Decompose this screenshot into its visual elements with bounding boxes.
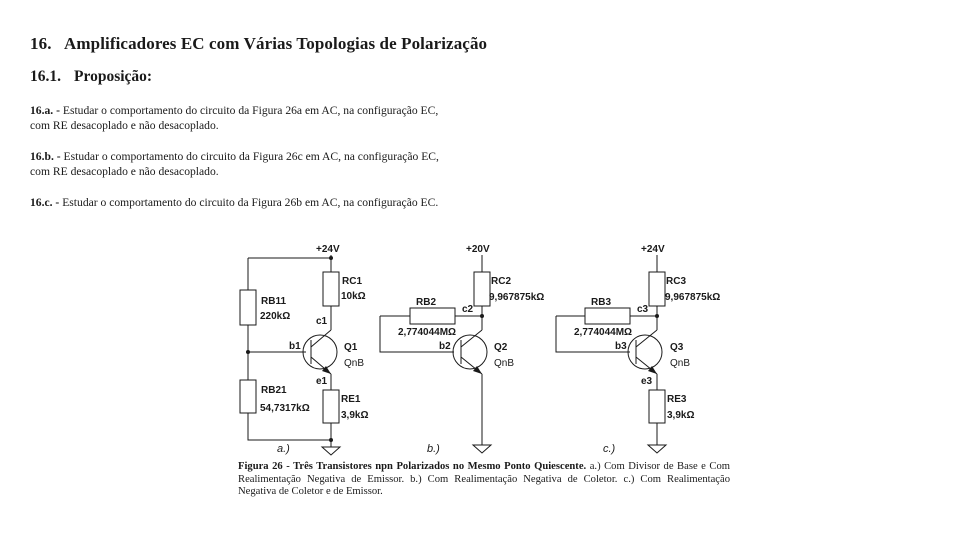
subsection-number: 16.1. [30, 68, 61, 85]
item-label: 16.a. - [30, 104, 60, 117]
item-label: 16.c. - [30, 196, 60, 209]
item-text: Estudar o comportamento do circuito da Figura 26a em AC, na configuração EC, [62, 104, 439, 117]
supply-label-a: +24V [316, 244, 340, 255]
rb-value-b: 2,774044MΩ [398, 327, 457, 338]
rc-label-c: RC3 [666, 276, 687, 287]
re-value-c: 3,9kΩ [667, 410, 695, 421]
supply-label-b: +20V [466, 244, 490, 255]
subfigure-tag-c: c.) [603, 443, 616, 455]
rb2-value-a: 54,7317kΩ [260, 403, 310, 414]
subfigure-tag-a: a.) [277, 443, 290, 455]
rc-value-c: 9,967875kΩ [665, 292, 721, 303]
rc-value-a: 10kΩ [341, 291, 366, 302]
collector-label-b: c2 [462, 304, 474, 315]
emitter-label-c: e3 [641, 376, 653, 387]
rb-value-c: 2,774044MΩ [574, 327, 633, 338]
re-label-c: RE3 [667, 394, 687, 405]
re-value-a: 3,9kΩ [341, 410, 369, 421]
subsection-title: Proposição: [74, 68, 153, 85]
rc-label-a: RC1 [342, 276, 363, 287]
item-label: 16.b. - [30, 150, 61, 163]
caption-text: a.) Com Divisor de Base e Com Realimentação Negativa de Emissor. b.) Com Realimentação Negativa de Coletor. c.) Com Realimentação Negativa de Coletor e de Emissor. [238, 461, 730, 498]
re-label-a: RE1 [341, 394, 361, 405]
transistor-label-b: Q2 [494, 342, 508, 353]
item-text-line2: com RE desacoplado e não desacoplado. [30, 118, 219, 132]
emitter-label-a: e1 [316, 376, 328, 387]
rb1-label-a: RB11 [261, 296, 287, 307]
base-label-c: b3 [615, 341, 627, 352]
collector-label-a: c1 [316, 316, 328, 327]
caption-title: Figura 26 - Três Transistores npn Polarizados no Mesmo Ponto Quiescente. [238, 461, 587, 472]
rb2-label-a: RB21 [261, 385, 287, 396]
supply-label-c: +24V [641, 244, 665, 255]
item-text: Estudar o comportamento do circuito da Figura 26c em AC, na configuração EC, [63, 150, 439, 163]
section-number: 16. [30, 34, 52, 53]
model-label-c: QnB [670, 358, 691, 369]
rb-label-b: RB2 [416, 297, 437, 308]
rc-label-b: RC2 [491, 276, 512, 287]
rb1-value-a: 220kΩ [260, 311, 291, 322]
collector-label-c: c3 [637, 304, 649, 315]
transistor-label-c: Q3 [670, 342, 684, 353]
item-text: Estudar o comportamento do circuito da Figura 26b em AC, na configuração EC. [62, 196, 439, 209]
section-title: Amplificadores EC com Várias Topologias de Polarização [64, 34, 488, 53]
model-label-a: QnB [344, 358, 365, 369]
base-label-b: b2 [439, 341, 451, 352]
figure-caption [238, 461, 730, 499]
rb-label-c: RB3 [591, 297, 612, 308]
rc-value-b: 9,967875kΩ [489, 292, 545, 303]
item-text-line2: com RE desacoplado e não desacoplado. [30, 164, 219, 178]
model-label-b: QnB [494, 358, 515, 369]
base-label-a: b1 [289, 341, 301, 352]
transistor-label-a: Q1 [344, 342, 358, 353]
subfigure-tag-b: b.) [427, 443, 440, 455]
